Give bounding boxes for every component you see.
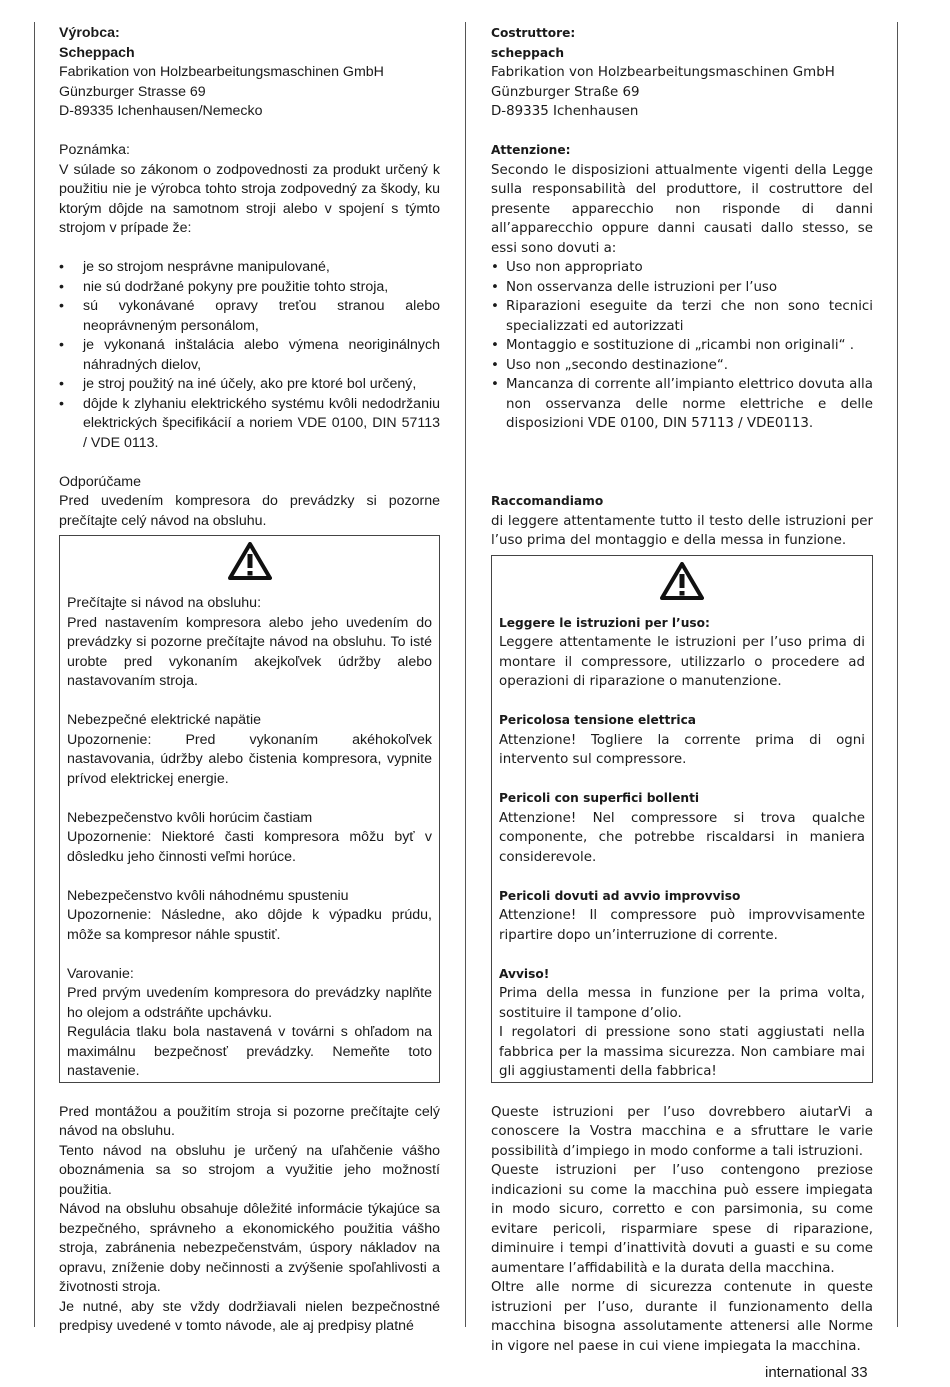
box-warning-text: Regulácia tlaku bola nastavená v továrni s ohľadom na maximálnu bezpečnosť prevádzky. Nemeňte toto nastavenie. <box>67 1024 432 1079</box>
list-item: • je vykonaná inštalácia alebo výmena neoriginálnych náhradných dielov, <box>59 336 440 375</box>
box-warning-title: Avviso! <box>499 966 550 981</box>
left-margin-rule <box>34 22 35 1327</box>
box-warning-text: I regolatori di pressione sono stati aggiustati nella fabbrica per la massima sicurezza. Non cambiare mai gli aggiustamenti della fabbrica! <box>499 1025 865 1079</box>
closing-paragraph: Oltre alle norme di sicurezza contenute in queste istruzioni per l’uso, durante il funzionamento della macchina bisogna assolutamente attenersi alle Norme in vigore nel paese in cui viene impiegata la macchina. <box>491 1280 873 1354</box>
address-line: Günzburger Strasse 69 <box>59 83 206 100</box>
box-voltage-text: Upozornenie: Pred vykonaním akéhokoľvek nastavovania, údržby alebo čistenia kompresora, vypnite prívod elektrickej energie. <box>67 731 432 787</box>
list-item: • Montaggio e sostituzione di „ricambi non originali“ . <box>491 336 873 356</box>
address-line: Fabrikation von Holzbearbeitungsmaschinen GmbH <box>491 65 835 80</box>
box-read-title: Prečítajte si návod na obsluhu: <box>67 595 262 611</box>
warning-triangle-icon <box>660 562 704 600</box>
center-divider-rule <box>465 22 466 1327</box>
warning-triangle-icon <box>228 542 272 580</box>
page-footer <box>765 1363 868 1383</box>
list-item: • nie sú dodržané pokyny pre použitie tohto stroja, <box>59 278 440 298</box>
closing-paragraph: Queste istruzioni per l’uso contengono preziose indicazioni su come la macchina può essere impiegata in modo sicuro, corretto e con parsimonia, su come evitare pericoli, risparmiare spese di riparazione, diminuire i tempi d’inattività dovuti a guasti e su come aumentare l’affidabilità e la durata della macchina. <box>491 1163 873 1276</box>
box-voltage-title: Nebezpečné elektrické napätie <box>67 712 262 728</box>
box-start-text: Upozornenie: Následne, ako dôjde k výpadku prúdu, môže sa kompresor náhle spustiť. <box>67 907 432 943</box>
box-read-title: Leggere le istruzioni per l’uso: <box>499 615 710 630</box>
list-item: • Uso non appropriato <box>491 258 873 278</box>
box-warning-text: Pred prvým uvedením kompresora do prevádzky naplňte ho olejom a odstráňte upchávku. <box>67 985 432 1021</box>
address-line: Günzburger Straße 69 <box>491 84 640 100</box>
liability-list <box>491 258 873 434</box>
note-text: V súlade so zákonom o zodpovednosti za produkt určený k použitiu nie je výrobca tohto stroja zodpovedný za škody, ku ktorým dôjde na samotnom stroji alebo v spojení s týmto strojom v prípade že: <box>59 161 440 236</box>
italian-column <box>491 24 873 1356</box>
address-line: D-89335 Ichenhausen/Nemecko <box>59 103 263 119</box>
manufacturer-name: Scheppach <box>59 44 135 61</box>
list-item: • Uso non „secondo destinazione“. <box>491 356 873 376</box>
box-hot-text: Upozornenie: Niektoré časti kompresora môžu byť v dôsledku jeho činnosti veľmi horúce. <box>67 829 432 865</box>
recommend-title: Odporúčame <box>59 473 142 490</box>
closing-paragraph: Je nutné, aby ste vždy dodržiavali nielen bezpečnostné predpisy uvedené v tomto návode, ale aj predpisy platné <box>59 1298 440 1334</box>
page-number: 33 <box>850 1364 868 1381</box>
closing-paragraph: Queste istruzioni per l’uso dovrebbero aiutarVi a conoscere la Vostra macchina e a sfruttare le varie possibilità d’impiego in modo conforme a tali istruzioni. <box>491 1104 873 1159</box>
slovak-column <box>59 24 440 1337</box>
list-item: • je stroj použitý na iné účely, ako pre ktoré bol určený, <box>59 375 440 395</box>
note-title: Attenzione: <box>491 143 571 157</box>
box-warning-text: Prima della messa in funzione per la prima volta, sostituire il tampone d’olio. <box>499 986 865 1021</box>
box-hot-title: Nebezpečenstvo kvôli horúcim častiam <box>67 809 313 826</box>
recommend-text: di leggere attentamente tutto il testo delle istruzioni per l’uso prima del montaggio e della messa in funzione. <box>491 513 873 548</box>
list-item: • Mancanza di corrente all’impianto elettrico dovuta alla non osservanza delle norme elettriche e delle disposizioni VDE 0100, DIN 57113 / VDE0113. <box>491 375 873 434</box>
box-read-text: Pred nastavením kompresora alebo jeho uvedením do prevádzky si pozorne prečítajte návod na obsluhu. To isté urobte pred vykonaním akejkoľvek údržby alebo nastavovaním stroja. <box>67 614 432 689</box>
list-item: • dôjde k zlyhaniu elektrického systému kvôli nedodržaniu elektrických špecifikácií a noriem VDE 0100, DIN 57113 / VDE 0113. <box>59 395 440 454</box>
footer-label: international <box>765 1364 847 1381</box>
closing-paragraph: Pred montážou a použitím stroja si pozorne prečítajte celý návod na obsluhu. <box>59 1103 440 1139</box>
liability-list <box>59 258 440 453</box>
box-hot-text: Attenzione! Nel compressore si trova qualche componente, che potrebbe riscaldarsi in maniera considerevole. <box>499 810 865 865</box>
manufacturer-name: scheppach <box>491 45 564 60</box>
box-start-title: Nebezpečenstvo kvôli náhodnému spusteniu <box>67 887 349 904</box>
box-start-text: Attenzione! Il compressore può improvvisamente ripartire dopo un’interruzione di corrente. <box>499 908 865 943</box>
box-voltage-title: Pericolosa tensione elettrica <box>499 713 697 727</box>
box-voltage-text: Attenzione! Togliere la corrente prima di ogni intervento sul compressore. <box>499 732 865 767</box>
closing-paragraph: Tento návod na obsluhu je určený na uľahčenie vášho oboznámenia sa so strojom a využitie jeho možností použitia. <box>59 1142 440 1198</box>
list-item: • sú vykonávané opravy treťou stranou alebo neoprávneným personálom, <box>59 297 440 336</box>
address-line: D-89335 Ichenhausen <box>491 104 639 119</box>
address-line: Fabrikation von Holzbearbeitungsmaschinen GmbH <box>59 64 384 80</box>
list-item: • Non osservanza delle istruzioni per l’uso <box>491 278 873 298</box>
box-warning-title: Varovanie: <box>67 965 134 982</box>
safety-warning-box <box>491 555 873 1083</box>
box-start-title: Pericoli dovuti ad avvio improvviso <box>499 888 741 903</box>
note-title: Poznámka: <box>59 142 130 158</box>
list-item: • Riparazioni eseguite da terzi che non sono tecnici specializzati ed autorizzati <box>491 297 873 336</box>
right-margin-rule <box>897 22 898 1327</box>
recommend-title: Raccomandiamo <box>491 494 604 508</box>
closing-paragraph: Návod na obsluhu obsahuje dôležité informácie týkajúce sa bezpečného, správneho a ekonomického použitia vášho stroja, zabránenia nebezpečenstvám, úspory nákladov na opravu, zníženie doby nečinnosti a zvýšenie spoľahlivosti a životnosti stroja. <box>59 1201 440 1295</box>
safety-warning-box <box>59 535 440 1083</box>
box-read-text: Leggere attentamente le istruzioni per l’uso prima di montare il compressore, utilizzarlo o procedere ad operazioni di riparazione o manutenzione. <box>499 635 865 689</box>
box-hot-title: Pericoli con superfici bollenti <box>499 791 700 805</box>
manufacturer-label: Costruttore: <box>491 26 576 40</box>
manufacturer-label: Výrobca: <box>59 25 120 41</box>
list-item: • je so strojom nesprávne manipulované, <box>59 258 440 278</box>
recommend-text: Pred uvedením kompresora do prevádzky si pozorne prečítajte celý návod na obsluhu. <box>59 493 440 529</box>
note-text: Secondo le disposizioni attualmente vigenti della Legge sulla responsabilità del produttore, il costruttore del presente apparecchio non risponde di danni all’apparecchio oppure danni causati dallo stesso, se essi sono dovuti a: <box>491 162 873 256</box>
